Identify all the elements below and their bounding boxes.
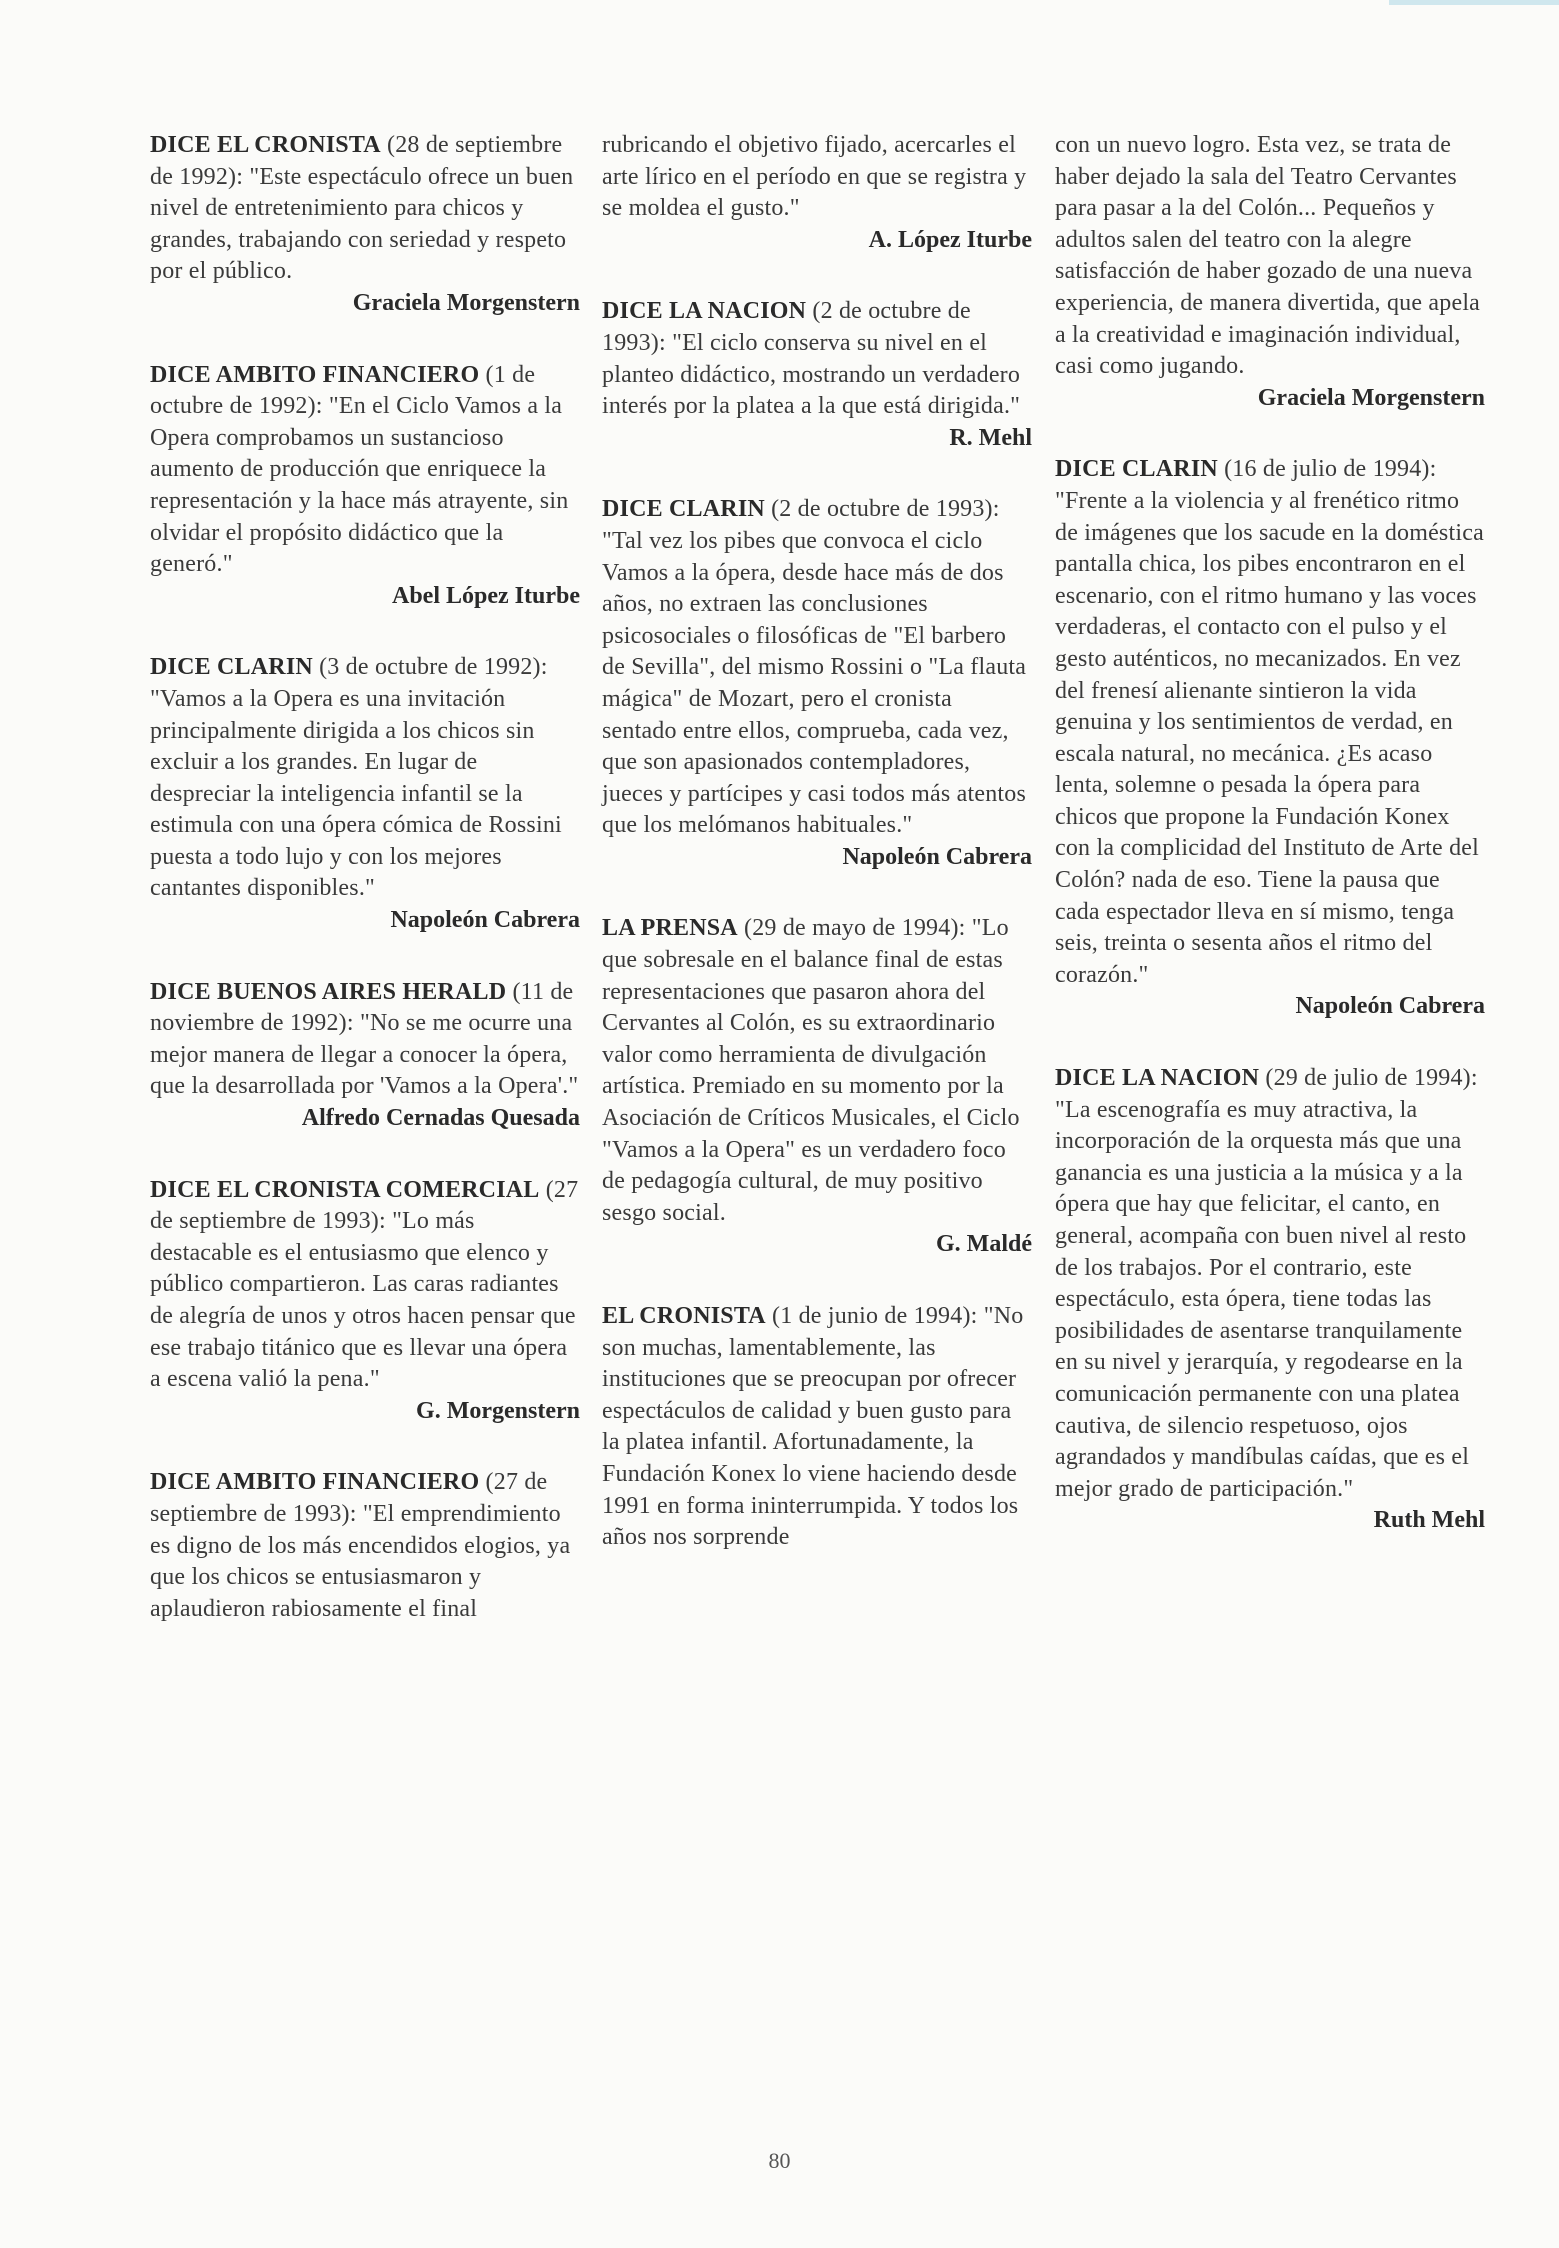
review — [150, 130, 580, 320]
review-source: DICE CLARIN — [150, 654, 313, 681]
review-source: DICE CLARIN — [602, 496, 765, 523]
review-quote: "El emprendimiento es digno de los más encendidos elogios, ya que los chicos se entusiasmaron y aplaudieron rabiosamente el final — [150, 1500, 571, 1622]
column-3 — [1055, 130, 1485, 1577]
review-quote: con un nuevo logro. Esta vez, se trata de haber dejado la sala del Teatro Cervantes para pasar a la del Colón... Pequeños y adultos salen del teatro con la alegre satisfacción de haber gozado de una nueva experiencia, de manera divertida, que apela a la creatividad e imaginación individual, casi como jugando. — [1055, 132, 1481, 380]
review-date: (16 de julio de 1994): — [1224, 456, 1437, 483]
review-date: (27 de septiembre de 1993): — [150, 1469, 548, 1527]
review-body — [602, 494, 1032, 842]
review-date: (11 de noviembre de 1992): — [150, 978, 574, 1037]
review-body — [150, 1175, 580, 1396]
review-quote: "El ciclo conserva su nivel en el planteo didáctico, mostrando un verdadero interés por la platea a la que está dirigida." — [602, 329, 1021, 420]
review-quote: "En el Ciclo Vamos a la Opera comprobamos un sustancioso aumento de producción que enriquece la representación y la hace más atrayente, sin olvidar el propósito didáctico que la generó." — [150, 393, 569, 578]
review-quote: "La escenografía es muy atractiva, la incorporación de la orquesta más que una ganancia es una justicia a la música y a la ópera que hay que felicitar, el canto, en general, acompaña con buen nivel al resto de los trabajos. Por el contrario, este espectáculo, esta ópera, tiene todas las posibilidades de asentarse tranquilamente en su nivel y jerarquía, y regodearse en la comunicación permanente con una platea cautiva, de silencio respetuoso, ojos agrandados y mandíbulas caídas, que es el mejor grado de participación." — [1055, 1096, 1470, 1502]
review-author: R. Mehl — [949, 424, 1032, 451]
review — [150, 360, 580, 613]
review-quote: "Lo que sobresale en el balance final de estas representaciones que pasaron ahora del Cervantes al Colón, es su extraordinario valor como herramienta de divulgación artística. Premiado en su momento por la Asociación de Críticos Musicales, el Ciclo "Vamos a la Opera" es un verdadero foco de pedagogía cultural, de muy positivo sesgo social. — [602, 915, 1020, 1226]
review-source: DICE EL CRONISTA COMERCIAL — [150, 1176, 540, 1203]
review — [602, 494, 1032, 873]
review-body — [150, 977, 580, 1103]
review-body — [1055, 454, 1485, 991]
review — [602, 1301, 1032, 1554]
page-number: 80 — [768, 2148, 791, 2173]
review — [150, 652, 580, 936]
review — [150, 1175, 580, 1428]
review-quote: rubricando el objetivo fijado, acercarles el arte lírico en el período en que se registra y se moldea el gusto." — [602, 132, 1027, 222]
review-quote: "Este espectáculo ofrece un buen nivel de entretenimiento para chicos y grandes, trabajando con seriedad y respeto por el público. — [150, 163, 574, 285]
review-author: Napoleón Cabrera — [1295, 993, 1485, 1020]
review-source: DICE LA NACION — [1055, 1065, 1260, 1092]
review-author: G. Morgenstern — [416, 1397, 580, 1424]
review-date: (3 de octubre de 1992): — [319, 654, 548, 681]
review-author: Alfredo Cernadas Quesada — [301, 1105, 580, 1132]
review-date: (1 de junio de 1994): — [772, 1303, 978, 1329]
column-2 — [602, 130, 1032, 1594]
review-body — [602, 296, 1032, 422]
review — [1055, 454, 1485, 1023]
review — [602, 296, 1032, 454]
review-author: Abel López Iturbe — [392, 582, 580, 609]
review-body — [602, 1301, 1032, 1554]
review-quote: "Vamos a la Opera es una invitación principalmente dirigida a los chicos sin excluir a los grandes. En lugar de despreciar la inteligencia infantil se la estimula con una ópera cómica de Rossini puesta a todo lujo y con los mejores cantantes disponibles." — [150, 685, 562, 902]
review-source: DICE LA NACION — [602, 298, 807, 325]
review-source: DICE EL CRONISTA — [150, 132, 381, 158]
review-continued — [602, 130, 1032, 256]
review-quote: "No se me ocurre una mejor manera de llegar a conocer la ópera, que la desarrollada por 'Vamos a la Opera'." — [150, 1010, 579, 1100]
review-source: DICE AMBITO FINANCIERO — [150, 1469, 480, 1496]
review-author: Ruth Mehl — [1373, 1507, 1485, 1534]
review-body — [150, 652, 580, 905]
review-body — [150, 360, 580, 581]
review — [150, 1467, 580, 1625]
review-author: G. Maldé — [936, 1231, 1032, 1258]
review — [1055, 1063, 1485, 1537]
review-author: Graciela Morgenstern — [1257, 384, 1485, 411]
review-author: Graciela Morgenstern — [352, 289, 580, 316]
review-body — [150, 1467, 580, 1625]
review-date: (28 de septiembre de 1992): — [150, 132, 563, 190]
column-1 — [150, 130, 580, 1665]
review-quote: "No son muchas, lamentablemente, las instituciones que se preocupan por ofrecer espectáculos de calidad y buen gusto para la platea infantil. Afortunadamente, la Fundación Konex lo viene haciendo desde 1991 en forma ininterrumpida. Y todos los años nos sorprende — [602, 1303, 1024, 1551]
review-date: (29 de mayo de 1994): — [744, 915, 966, 942]
review-body — [150, 130, 580, 288]
review-quote: "Frente a la violencia y al frenético ritmo de imágenes que los sacude en la doméstica pantalla chica, los pibes encontraron en el escenario, con el ritmo humano y las voces verdaderas, el contacto con el pulso y el gesto auténticos, no mecanizados. En vez del frenesí alienante sintieron la vida genuina y los sentimientos de verdad, en escala natural, no mecánica. ¿Es acaso lenta, solemne o pesada la ópera para chicos que propone la Fundación Konex con la complicidad del Instituto de Arte del Colón? nada de eso. Tiene la pausa que cada espectador lleva en sí mismo, tenga seis, treinta o sesenta años el ritmo del corazón." — [1055, 487, 1484, 988]
review-quote: "Lo más destacable es el entusiasmo que elenco y público compartieron. Las caras radiantes de alegría de unos y otros hacen pensar que ese trabajo titánico que es llevar una ópera a escena valió la pena." — [150, 1208, 576, 1393]
review-date: (1 de octubre de 1992): — [150, 361, 536, 420]
review-author: Napoleón Cabrera — [842, 843, 1032, 870]
review — [150, 977, 580, 1135]
review-quote: "Tal vez los pibes que convoca el ciclo Vamos a la ópera, desde hace más de dos años, no extraen las conclusiones psicosociales o filosóficas de "El barbero de Sevilla", del mismo Rossini o "La flauta mágica" de Mozart, pero el cronista sentado entre ellos, comprueba, cada vez, que son apasionados contempladores, jueces y partícipes y casi todos más atentos que los melómanos habituales." — [602, 527, 1027, 839]
review-source: DICE CLARIN — [1055, 456, 1218, 483]
review-source: DICE AMBITO FINANCIERO — [150, 361, 480, 388]
review-date: (2 de octubre de 1993): — [771, 496, 1000, 523]
review-continued — [1055, 130, 1485, 414]
review-author: A. López Iturbe — [868, 226, 1032, 253]
review-body — [602, 913, 1032, 1229]
review-source: EL CRONISTA — [602, 1303, 766, 1329]
review — [602, 913, 1032, 1261]
review-date: (27 de septiembre de 1993): — [150, 1176, 579, 1235]
review-body — [1055, 1063, 1485, 1505]
review-source: DICE BUENOS AIRES HERALD — [150, 978, 507, 1005]
review-date: (2 de octubre de 1993): — [602, 298, 971, 356]
review-source: LA PRENSA — [602, 915, 738, 942]
review-date: (29 de julio de 1994): — [1265, 1065, 1478, 1092]
review-author: Napoleón Cabrera — [390, 907, 580, 934]
top-edge-line — [1389, 0, 1559, 5]
